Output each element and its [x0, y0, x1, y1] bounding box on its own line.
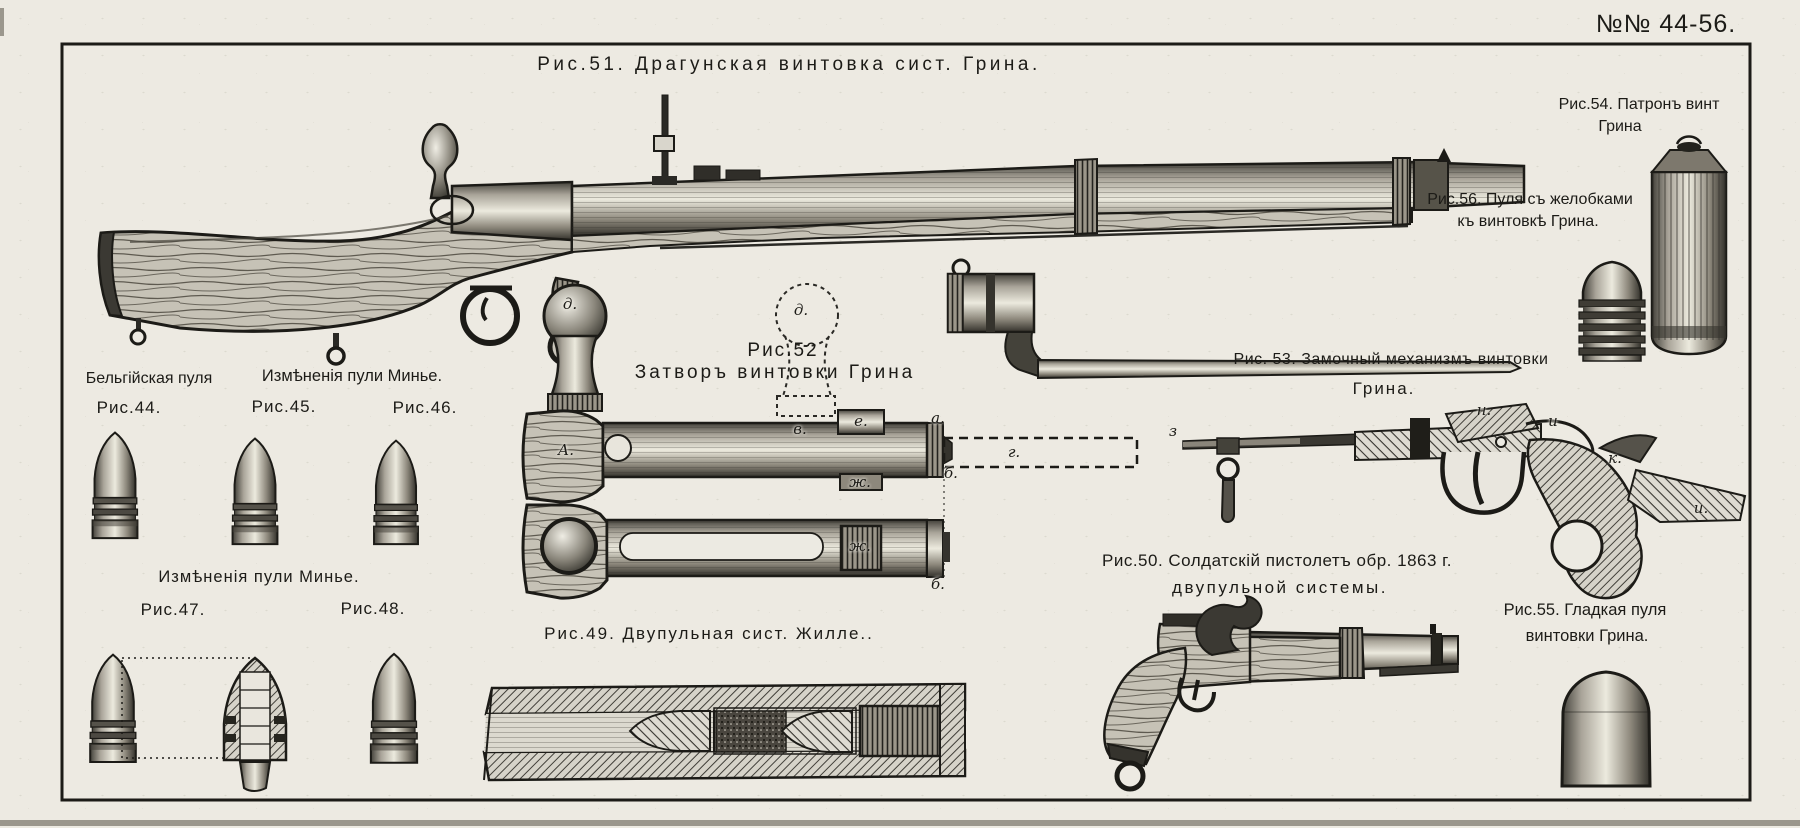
fig56-caption-line1: Рис.56. Пуля съ желобками: [1427, 191, 1633, 208]
fig52-label-d-dotted: д.: [793, 301, 809, 319]
fig52-label-zh-upper: ж.: [849, 473, 871, 491]
fig50-caption-line2: двупульной системы.: [1172, 578, 1388, 597]
fig44-caption: Рис.44.: [96, 398, 162, 417]
fig47-bullets-drawing: [90, 655, 286, 791]
fig46-caption: Рис.46.: [392, 398, 458, 417]
fig47-caption: Рис.47.: [140, 600, 206, 619]
fig50-pistol-drawing: [1104, 596, 1458, 789]
fig52-caption-line1: Рис.52: [747, 340, 819, 361]
fig52-label-e: е.: [854, 412, 868, 430]
fig55-bullet-drawing: [1562, 672, 1650, 786]
fig46-bullet-drawing: [374, 441, 418, 545]
fig49-caption: Рис.49. Двупульная сист. Жилле..: [544, 624, 874, 643]
fig55-caption-line1: Рис.55. Гладкая пуля: [1503, 601, 1667, 619]
fig52-label-g: г.: [1007, 443, 1021, 461]
fig54-caption-line2: Грина: [1598, 118, 1642, 135]
fig54-caption-line1: Рис.54. Патронъ винт: [1558, 96, 1720, 113]
fig47-48-title: Измѣненія пули Минье.: [158, 568, 360, 586]
fig52-bolt-drawing: [523, 284, 1137, 598]
fig52-label-a: а.: [931, 409, 945, 427]
fig53-label-k: к.: [1608, 449, 1622, 467]
scan-bottom-edge: [0, 820, 1800, 826]
fig48-bullet-drawing: [371, 654, 417, 763]
fig56-caption-line2: къ винтовкѣ Грина.: [1457, 213, 1599, 230]
fig45-46-title: Измѣненія пули Минье.: [261, 367, 443, 385]
fig52-label-a-head: А.: [557, 441, 575, 459]
plate-number: №№ 44-56.: [1595, 10, 1737, 38]
fig53-label-n: н.: [1476, 401, 1492, 419]
fig48-caption: Рис.48.: [340, 599, 406, 618]
fig45-caption: Рис.45.: [251, 397, 317, 416]
fig53-caption-line2: Грина.: [1352, 379, 1416, 398]
fig44-title: Бельгійская пуля: [85, 370, 213, 387]
fig52-label-d-solid: д.: [562, 295, 578, 313]
fig44-bullet-drawing: [93, 433, 138, 539]
fig53-label-z: з: [1168, 422, 1178, 440]
fig53-caption-line1: Рис. 53. Замочный механизмъ винтовки: [1233, 351, 1549, 368]
fig51-rifle-drawing: [99, 95, 1524, 364]
fig45-bullet-drawing: [233, 439, 278, 545]
fig53-label-i-right: и.: [1693, 499, 1709, 517]
fig54-cartridge-drawing: [1652, 137, 1726, 355]
fig56-bullet-drawing: [1579, 262, 1645, 361]
fig52-caption-line2: Затворъ винтовки Грина: [634, 362, 916, 383]
fig52-label-zh-lower: ж.: [849, 537, 871, 555]
fig49-section-drawing: [484, 684, 965, 780]
fig55-caption-line2: винтовки Грина.: [1525, 627, 1649, 645]
fig52-label-b-upper: б.: [944, 464, 958, 482]
fig53-label-i-upper: и: [1548, 412, 1558, 430]
fig52-label-b-lower: б.: [931, 575, 945, 593]
fig51-caption: Рис.51. Драгунская винтовка сист. Грина.: [537, 54, 1041, 75]
scan-edge-mark: [0, 8, 4, 36]
fig52-label-v: в.: [793, 420, 807, 438]
fig50-caption-line1: Рис.50. Солдатскій пистолетъ обр. 1863 г.: [1101, 551, 1453, 570]
